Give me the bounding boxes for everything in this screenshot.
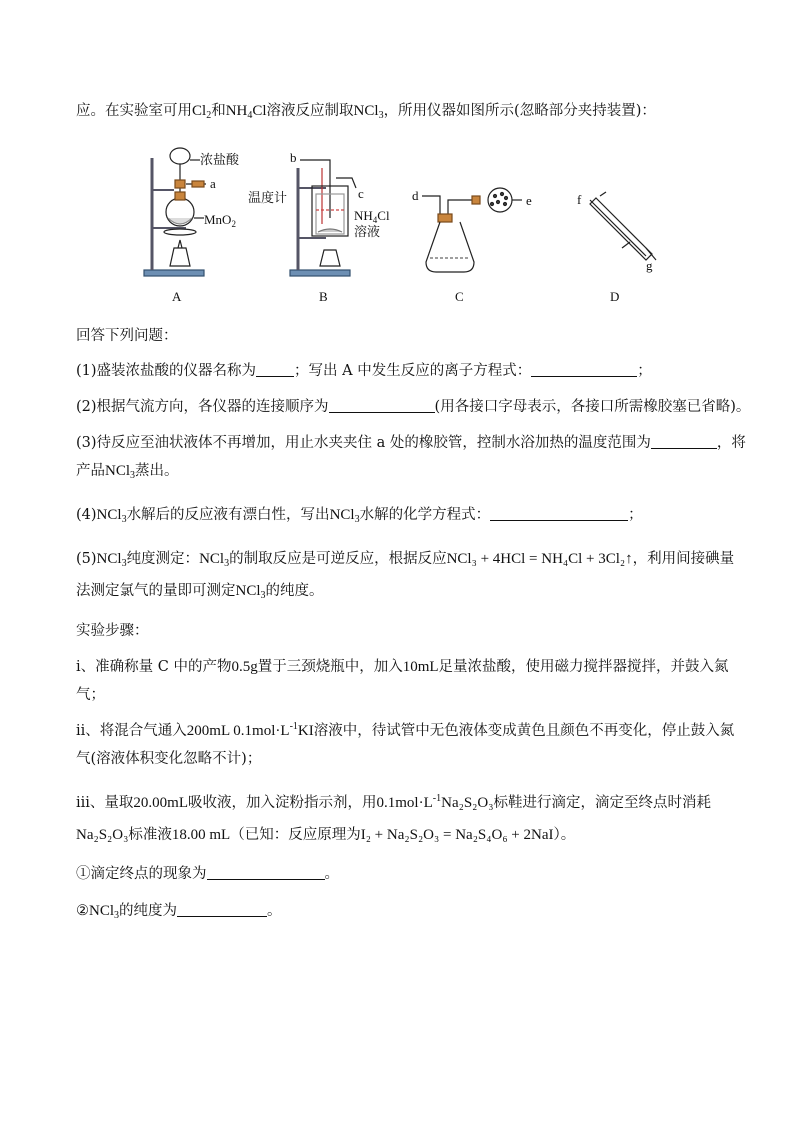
q4-text: ； bbox=[628, 507, 643, 523]
label-thermometer: 温度计 bbox=[248, 191, 288, 206]
q5-text: 纯度测定： bbox=[126, 551, 200, 567]
formula-cl2: $Cl_2$ bbox=[192, 103, 212, 121]
apparatus-c bbox=[412, 188, 532, 272]
intro-text: ，所用仪器如图所示(忽略部分夹持装置)： bbox=[383, 103, 656, 119]
label-solution: 溶液 bbox=[354, 225, 381, 240]
q5-text: 法测定氯气的量即可测定 bbox=[76, 583, 236, 599]
q5-text: ，利用间接碘量 bbox=[632, 551, 735, 567]
step-text: iii、量取 bbox=[76, 795, 134, 811]
step-text: 吸收液，加入淀粉指示剂，用 bbox=[188, 795, 377, 811]
caption-a: A bbox=[172, 289, 182, 304]
formula-ncl3: NCl$_3$ bbox=[105, 463, 136, 481]
step-text: 置于三颈烧瓶中，加入 bbox=[257, 659, 403, 675]
formula-ncl3: NCl$_3$ bbox=[235, 583, 266, 601]
q1-text: (1)盛装浓盐酸的仪器名称为 bbox=[76, 363, 257, 379]
step-text: 标准液 bbox=[128, 827, 172, 843]
volume-value: 10mL bbox=[402, 659, 439, 675]
q5-text: 的纯度。 bbox=[265, 583, 324, 599]
step-2-line1 bbox=[76, 721, 734, 741]
intro-text: 和 bbox=[211, 103, 226, 119]
mass-value: 0.5g bbox=[231, 659, 258, 675]
question-3-line1 bbox=[76, 433, 746, 453]
caption-d: D bbox=[610, 289, 620, 304]
intro-line bbox=[76, 101, 656, 121]
label-conc-hcl: 浓盐酸 bbox=[200, 153, 240, 168]
q1-text: ； bbox=[637, 363, 652, 379]
iodine-reaction: I₂ + Na₂S₂O₃ = Na₂S₄O₆ + 2NaI bbox=[360, 827, 554, 843]
step-text: ii、将混合气通入 bbox=[76, 723, 187, 739]
label-g: g bbox=[646, 258, 653, 273]
concentration-value: 200mL $0.1mol\cdot L^{-1}KI$ bbox=[186, 721, 314, 739]
formula-ncl3: NCl$_3$ bbox=[329, 507, 360, 525]
formula-ncl3: NCl$_3$ bbox=[199, 551, 230, 569]
step-text: ）。 bbox=[553, 827, 576, 843]
question-5-line2 bbox=[76, 581, 324, 601]
answer-blank[interactable] bbox=[256, 362, 294, 377]
step-text: 标鞋进行滴定，滴定至终点时消耗 bbox=[493, 795, 711, 811]
step-3-line2 bbox=[76, 825, 575, 845]
sub-question-text: 的纯度为 bbox=[119, 903, 178, 919]
question-1 bbox=[76, 361, 652, 381]
q4-text: 水解的化学方程式： bbox=[359, 507, 491, 523]
label-c: c bbox=[358, 186, 364, 201]
q4-text: (4) bbox=[76, 507, 97, 523]
volume-value: 18.00 mL bbox=[171, 827, 231, 843]
formula-ncl3: NCl$_3$ bbox=[96, 507, 127, 525]
q5-text: 的制取反应是可逆反应，根据反应 bbox=[229, 551, 447, 567]
question-2 bbox=[76, 397, 750, 417]
questions-intro: 回答下列问题： bbox=[76, 328, 178, 344]
label-b: b bbox=[290, 150, 297, 165]
answer-blank[interactable] bbox=[207, 865, 325, 880]
label-f: f bbox=[577, 192, 582, 207]
answer-blank[interactable] bbox=[329, 398, 435, 413]
apparatus-figure bbox=[130, 138, 690, 308]
apparatus-b bbox=[248, 150, 390, 276]
q2-text: (2)根据气流方向，各仪器的连接顺序为 bbox=[76, 399, 329, 415]
q1-text: ；写出 A 中发生反应的离子方程式： bbox=[294, 363, 532, 379]
q5-text: (5) bbox=[76, 551, 97, 567]
step-2-line2: 气(溶液体积变化忽略不计)； bbox=[76, 751, 262, 767]
label-d: d bbox=[412, 188, 419, 203]
apparatus-a bbox=[144, 148, 240, 276]
answer-blank[interactable] bbox=[490, 506, 628, 521]
intro-text: 溶液反应制取 bbox=[266, 103, 354, 119]
q2-text: (用各接口字母表示，各接口所需橡胶塞已省略)。 bbox=[434, 399, 751, 415]
answer-blank[interactable] bbox=[651, 434, 717, 449]
formula-nh4cl: $NH_4Cl$ bbox=[225, 103, 267, 121]
answer-blank[interactable] bbox=[531, 362, 637, 377]
volume-value: 20.00mL bbox=[133, 795, 189, 811]
step-text: （已知：反应原理为 bbox=[230, 827, 361, 843]
label-a: a bbox=[210, 176, 216, 191]
q4-text: 水解后的反应液有漂白性，写出 bbox=[126, 507, 330, 523]
intro-text: 应。在实验室可用 bbox=[76, 103, 192, 119]
question-4 bbox=[76, 505, 643, 525]
apparatus-d bbox=[577, 192, 656, 273]
steps-title: 实验步骤： bbox=[76, 623, 149, 639]
q3-text: 产品 bbox=[76, 463, 105, 479]
label-e: e bbox=[526, 193, 532, 208]
step-1-line1 bbox=[76, 657, 729, 677]
step-3-line1 bbox=[76, 793, 711, 813]
step-text: i、准确称量 C 中的产物 bbox=[76, 659, 232, 675]
sub-question-text: ② bbox=[76, 903, 89, 919]
sub-question-text: ①滴定终点的现象为 bbox=[76, 866, 207, 882]
sub-question-2 bbox=[76, 901, 282, 921]
question-3-line2 bbox=[76, 461, 179, 481]
reaction-equation: NCl₃ + 4HCl = NH₄Cl + 3Cl₂↑ bbox=[446, 551, 633, 567]
formula-ncl3: NCl$_3$ bbox=[89, 903, 120, 921]
q3-text: ，将 bbox=[716, 435, 746, 451]
question-5-line1 bbox=[76, 549, 734, 569]
label-nh4cl: $NH_4Cl$ bbox=[354, 208, 390, 225]
q3-text: (3)待反应至油状液体不再增加，用止水夹夹住 a 处的橡胶管，控制水浴加热的温度范围为 bbox=[76, 435, 651, 451]
formula-ncl3: NCl$_3$ bbox=[96, 551, 127, 569]
formula-na2s2o3: Na₂S₂O₃ bbox=[76, 827, 129, 843]
step-text: 溶液中，待试管中无色液体变成黄色且颜色不再变化，停止鼓入氮 bbox=[313, 723, 735, 739]
sub-question-text: 。 bbox=[324, 866, 339, 882]
caption-c: C bbox=[455, 289, 464, 304]
step-text: 足量浓盐酸，使用磁力搅拌器搅拌，并鼓入氮 bbox=[438, 659, 729, 675]
sub-question-text: 。 bbox=[267, 903, 282, 919]
caption-b: B bbox=[319, 289, 328, 304]
step-1-line2: 气； bbox=[76, 687, 105, 703]
q3-text: 蒸出。 bbox=[135, 463, 179, 479]
sub-question-1 bbox=[76, 864, 339, 884]
formula-ncl3: NCl$_3$ bbox=[353, 103, 384, 121]
label-mno2: MnO$_2$ bbox=[204, 212, 236, 229]
answer-blank[interactable] bbox=[177, 902, 267, 917]
concentration-value: $0.1mol\cdot L^{-1}Na_2S_2O_3$ bbox=[376, 793, 494, 811]
